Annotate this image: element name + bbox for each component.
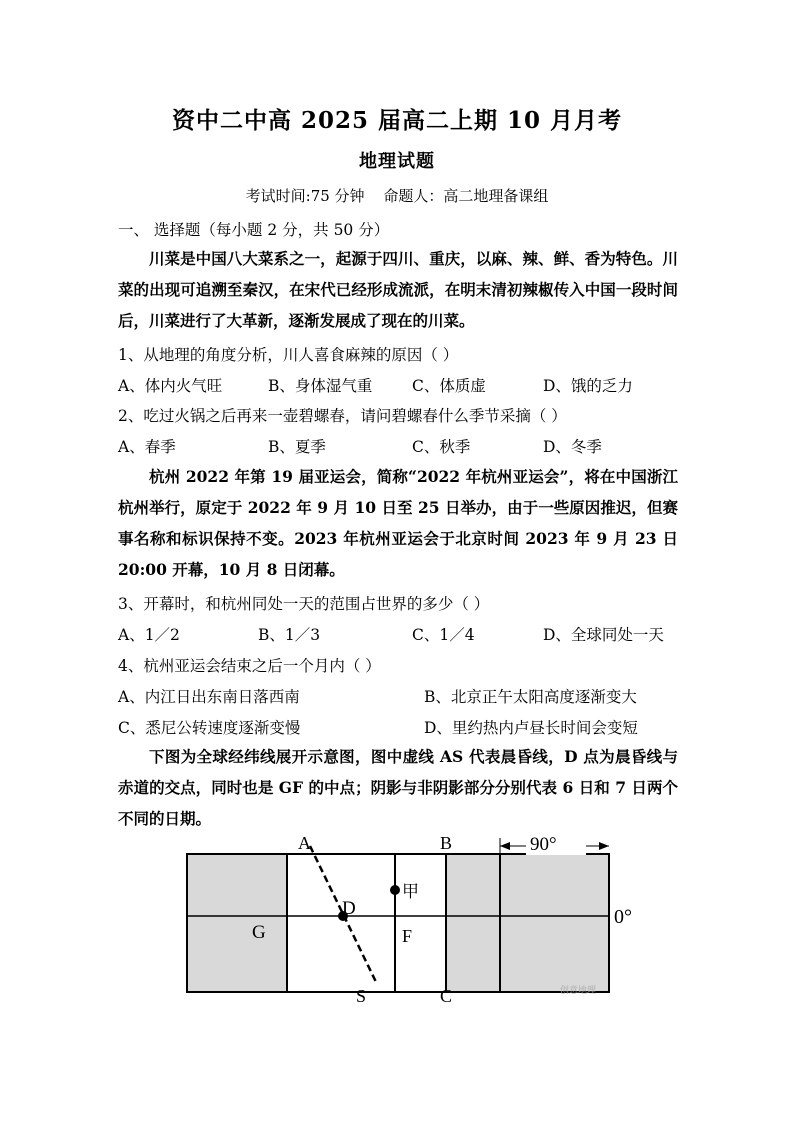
span-arrow-left xyxy=(500,842,510,850)
question-3-option-a[interactable]: A、1／2 xyxy=(118,626,180,644)
passage-hangzhou-asian-games: 杭州 2022 年第 19 届亚运会，简称“2022 年杭州亚运会”，将在中国浙江杭州举行，原定于 2022 年 9 月 10 日至 25 日举办，由于一些原因推迟，但赛事名称和标识保持不变。2023 年杭州亚运会于北京时间 2023 年 9 月 23 日 20:00 开幕，10 月 8 日闭幕。 xyxy=(118,467,678,579)
question-2-option-c[interactable]: C、秋季 xyxy=(412,438,471,456)
label-c: C xyxy=(440,986,453,1006)
span-arrow-right xyxy=(599,842,609,850)
label-f: F xyxy=(402,926,413,946)
passage-figure-description: 下图为全球经纬线展开示意图，图中虚线 AS 代表晨昏线，D 点为晨昏线与赤道的交点，同时也是 GF 的中点；阴影与非阴影部分分别代表 6 日和 7 日两个不同的日期。 xyxy=(118,747,678,828)
label-b: B xyxy=(440,833,453,853)
point-jia xyxy=(390,885,400,895)
question-1-option-b[interactable]: B、身体湿气重 xyxy=(268,377,373,395)
question-1-option-c[interactable]: C、体质虚 xyxy=(412,377,486,395)
exam-subject: 地理试题 xyxy=(359,151,435,172)
question-4-stem: 4、杭州亚运会结束之后一个月内（ ） xyxy=(118,657,381,675)
watermark-text: 创意地理 xyxy=(560,986,597,996)
question-2-stem: 2、吃过火锅之后再来一壶碧螺春，请问碧螺春什么季节采摘（ ） xyxy=(118,407,567,425)
question-1-option-d[interactable]: D、饿的乏力 xyxy=(543,377,633,395)
shaded-region-right xyxy=(446,854,609,992)
question-3-option-b[interactable]: B、1／3 xyxy=(258,626,321,644)
passage-sichuan-cuisine: 川菜是中国八大菜系之一，起源于四川、重庆，以麻、辣、鲜、香为特色。川菜的出现可追溯至秦汉，在宋代已经形成流派，在明末清初辣椒传入中国一段时间后，川菜进行了大革新，逐渐发展成了现在的川菜。 xyxy=(118,249,678,330)
question-3-stem: 3、开幕时，和杭州同处一天的范围占世界的多少（ ） xyxy=(118,595,490,613)
question-2-option-a[interactable]: A、春季 xyxy=(118,438,176,456)
exam-setter: 命题人：高二地理备课组 xyxy=(383,187,549,205)
label-a: A xyxy=(298,833,311,853)
question-2-option-d[interactable]: D、冬季 xyxy=(543,438,602,456)
question-1-option-a[interactable]: A、体内火气旺 xyxy=(118,377,223,395)
label-jia: 甲 xyxy=(402,882,419,901)
question-4-option-b[interactable]: B、北京正午太阳高度逐渐变大 xyxy=(424,688,637,706)
section-heading: 一、 选择题（每小题 2 分，共 50 分） xyxy=(118,221,390,239)
latitude-longitude-diagram xyxy=(180,832,660,1007)
question-3-option-d[interactable]: D、全球同处一天 xyxy=(543,626,664,644)
question-4-option-d[interactable]: D、里约热内卢昼长时间会变短 xyxy=(424,719,638,737)
shaded-region-left xyxy=(187,854,287,992)
label-d: D xyxy=(342,898,356,919)
exam-meta xyxy=(0,185,794,206)
exam-time: 考试时间:75 分钟 xyxy=(245,187,365,205)
question-1-stem: 1、从地理的角度分析，川人喜食麻辣的原因（ ） xyxy=(118,346,459,364)
label-g: G xyxy=(252,922,266,943)
exam-title: 资中二中高 2025 届高二上期 10 月月考 xyxy=(171,107,623,134)
label-equator-0: 0° xyxy=(614,906,632,928)
question-3-option-c[interactable]: C、1／4 xyxy=(412,626,475,644)
question-4-option-c[interactable]: C、悉尼公转速度逐渐变慢 xyxy=(118,719,301,737)
question-2-option-b[interactable]: B、夏季 xyxy=(268,438,326,456)
question-4-option-a[interactable]: A、内江日出东南日落西南 xyxy=(118,688,300,706)
label-90-degrees: 90° xyxy=(530,834,557,855)
label-s: S xyxy=(356,986,367,1006)
